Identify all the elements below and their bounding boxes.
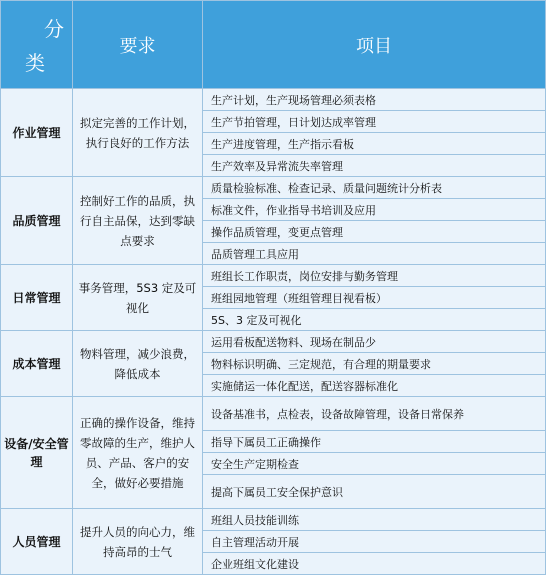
- table-row: [1, 331, 546, 353]
- item-cell: 质量检验标准、检查记录、质量问题统计分析表: [203, 177, 546, 199]
- item-cell: 自主管理活动开展: [203, 531, 546, 553]
- table-row: [1, 177, 546, 199]
- item-cell: 运用看板配送物料、现场在制品少: [203, 331, 546, 353]
- table-row: [1, 89, 546, 111]
- category-cell: 日常管理: [1, 265, 73, 331]
- header-category: [1, 1, 73, 89]
- item-cell: 设备基准书，点检表，设备故障管理，设备日常保养: [203, 397, 546, 431]
- item-cell: 班组园地管理（班组管理目视看板）: [203, 287, 546, 309]
- item-cell: 企业班组文化建设: [203, 553, 546, 575]
- category-cell: 作业管理: [1, 89, 73, 177]
- header-items: 项目: [203, 1, 546, 89]
- item-cell: 生产节拍管理，日计划达成率管理: [203, 111, 546, 133]
- item-cell: 5S、3 定及可视化: [203, 309, 546, 331]
- header-requirement: 要求: [73, 1, 203, 89]
- category-cell: 设备/安全管理: [1, 397, 73, 509]
- header-category-top: 分: [44, 17, 64, 41]
- table-row: [1, 265, 546, 287]
- item-cell: 实施储运一体化配送，配送容器标准化: [203, 375, 546, 397]
- item-cell: 生产效率及异常流失率管理: [203, 155, 546, 177]
- item-cell: 班组人员技能训练: [203, 509, 546, 531]
- item-cell: 安全生产定期检查: [203, 453, 546, 475]
- requirement-cell: 拟定完善的工作计划，执行良好的工作方法: [73, 89, 203, 177]
- requirement-cell: 控制好工作的品质，执行自主品保，达到零缺点要求: [73, 177, 203, 265]
- item-cell: 标准文件，作业指导书培训及应用: [203, 199, 546, 221]
- header-category-bottom: 类: [25, 51, 45, 75]
- header-row: [1, 1, 546, 89]
- item-cell: 生产计划，生产现场管理必须表格: [203, 89, 546, 111]
- table-row: [1, 509, 546, 531]
- item-cell: 生产进度管理，生产指示看板: [203, 133, 546, 155]
- category-cell: 品质管理: [1, 177, 73, 265]
- item-cell: 操作品质管理，变更点管理: [203, 221, 546, 243]
- requirement-cell: 事务管理，5S3 定及可视化: [73, 265, 203, 331]
- requirement-cell: 正确的操作设备，维持零故障的生产，维护人员、产品、客户的安全，做好必要措施: [73, 397, 203, 509]
- requirement-cell: 提升人员的向心力，维持高昂的士气: [73, 509, 203, 575]
- item-cell: 品质管理工具应用: [203, 243, 546, 265]
- category-cell: 成本管理: [1, 331, 73, 397]
- item-cell: 提高下属员工安全保护意识: [203, 475, 546, 509]
- category-cell: 人员管理: [1, 509, 73, 575]
- table-row: [1, 397, 546, 431]
- requirement-cell: 物料管理，减少浪费，降低成本: [73, 331, 203, 397]
- item-cell: 班组长工作职责，岗位安排与勤务管理: [203, 265, 546, 287]
- item-cell: 物料标识明确、三定规范，有合理的期量要求: [203, 353, 546, 375]
- item-cell: 指导下属员工正确操作: [203, 431, 546, 453]
